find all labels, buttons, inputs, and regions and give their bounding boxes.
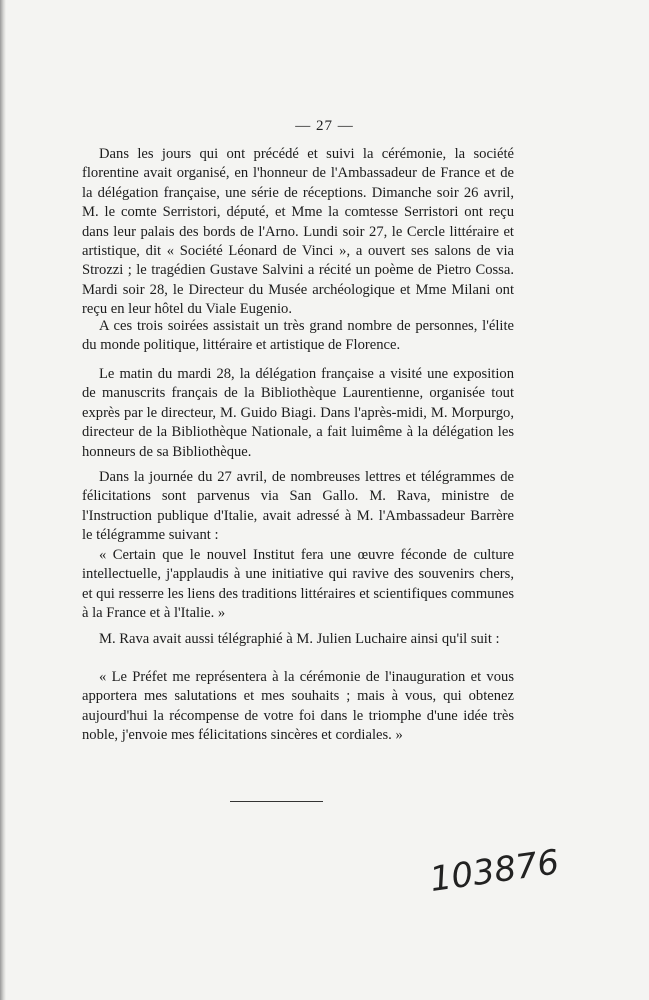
paragraph-text: Dans les jours qui ont précédé et suivi la cérémonie, la société florentine avait organisé, en l'honneur de l'Ambassadeur de France et de la délégation française, une série de réceptions. Dimanche soir 26 avril, M. le comte Serristori, député, et Mme la comtesse Serristori ont reçu dans leur palais des bords de l'Arno. Lundi soir 27, le Cercle littéraire et artistique, dit « Société Léonard de Vinci », a ouvert ses salons de via Strozzi ; le tragédien Gustave Salvini a récité un poème de Pietro Cossa. Mardi soir 28, le Directeur du Musée archéologique et Mme Milani ont reçu en leur hôtel du Viale Eugenio. [82, 146, 514, 318]
quote-rava-barrere [82, 546, 514, 624]
page-number: — 27 — [295, 118, 354, 134]
paragraph-exposition [82, 365, 514, 462]
paragraph-soirees [82, 317, 514, 356]
paragraph-receptions [82, 145, 514, 320]
quote-text: « Le Préfet me représentera à la cérémonie de l'inauguration et vous apportera mes salutations et mes souhaits ; mais à vous, qui obtenez aujourd'hui la récompense de votre foi dans le triomphe d'une idée très noble, j'envoie mes félicitations sincères et cordiales. » [82, 669, 514, 744]
paragraph-rava-luchaire [82, 630, 514, 649]
paragraph-text: Le matin du mardi 28, la délégation française a visité une exposition de manuscrits français de la Bibliothèque Laurentienne, organisée tout exprès par le directeur, M. Guido Biagi. Dans l'après-midi, M. Morpurgo, directeur de la Bibliothèque Nationale, a fait luimême à la délégation les honneurs de sa Bibliothèque. [82, 366, 514, 460]
paragraph-text: M. Rava avait aussi télégraphié à M. Julien Luchaire ainsi qu'il suit : [99, 631, 500, 647]
paragraph-text: Dans la journée du 27 avril, de nombreuses lettres et télégrammes de félicitations sont parvenus via San Gallo. M. Rava, ministre de l'Instruction publique d'Italie, avait adressé à M. l'Ambassadeur Barrère le télégramme suivant : [82, 469, 514, 544]
quote-rava-luchaire [82, 668, 514, 746]
handwritten-inventory-number: 103876 [427, 842, 562, 900]
paragraph-text: A ces trois soirées assistait un très grand nombre de personnes, l'élite du monde politique, littéraire et artistique de Florence. [82, 318, 514, 354]
paragraph-telegrammes [82, 468, 514, 546]
section-divider [230, 801, 323, 802]
quote-text: « Certain que le nouvel Institut fera une œuvre féconde de culture intellectuelle, j'applaudis à une initiative qui ravive des souvenirs chers, et qui resserre les liens des traditions littéraires et scientifiques communes à la France et à l'Italie. » [82, 547, 515, 622]
scan-binding-edge [0, 0, 6, 1000]
